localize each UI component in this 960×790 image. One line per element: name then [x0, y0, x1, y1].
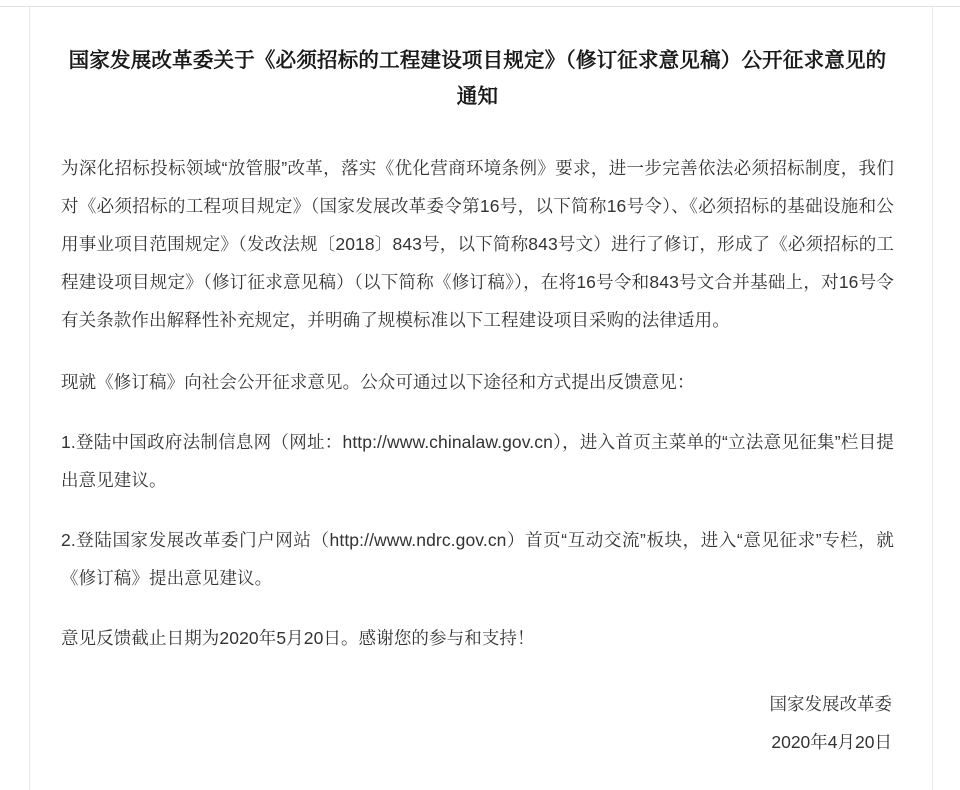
paragraph-5: 意见反馈截止日期为2020年5月20日。感谢您的参与和支持！ [61, 628, 535, 648]
signature-block [61, 685, 894, 761]
signature-issuer: 国家发展改革委 [769, 694, 892, 714]
document-content [31, 7, 932, 790]
paragraph-4: 2.登陆国家发展改革委门户网站（http://www.ndrc.gov.cn）首页“互动交流”板块，进入“意见征求”专栏，就《修订稿》提出意见建议。 [61, 530, 894, 588]
paragraph-1: 为深化招标投标领域“放管服”改革，落实《优化营商环境条例》要求，进一步完善依法必须招标制度，我们对《必须招标的工程项目规定》（国家发展改革委令第16号，以下简称16号令）、《必须招标的基础设施和公用事业项目范围规定》（发改法规〔2018〕843号，以下简称843号文）进行了修订，形成了《必须招标的工程建设项目规定》（修订征求意见稿）（以下简称《修订稿》），在将16号令和843号文合并基础上，对16号令有关条款作出解释性补充规定，并明确了规模标准以下工程建设项目采购的法律适用。 [61, 158, 894, 330]
document-body [61, 149, 894, 657]
right-margin-column [932, 7, 960, 790]
paragraph-2: 现就《修订稿》向社会公开征求意见。公众可通过以下途径和方式提出反馈意见： [61, 372, 695, 392]
page-title: 国家发展改革委关于《必须招标的工程建设项目规定》（修订征求意见稿）公开征求意见的通知 [68, 49, 887, 108]
left-margin-column [0, 7, 30, 790]
paragraph-3: 1.登陆中国政府法制信息网（网址：http://www.chinalaw.gov.cn），进入首页主菜单的“立法意见征集”栏目提出意见建议。 [61, 432, 894, 490]
signature-date: 2020年4月20日 [771, 732, 892, 752]
